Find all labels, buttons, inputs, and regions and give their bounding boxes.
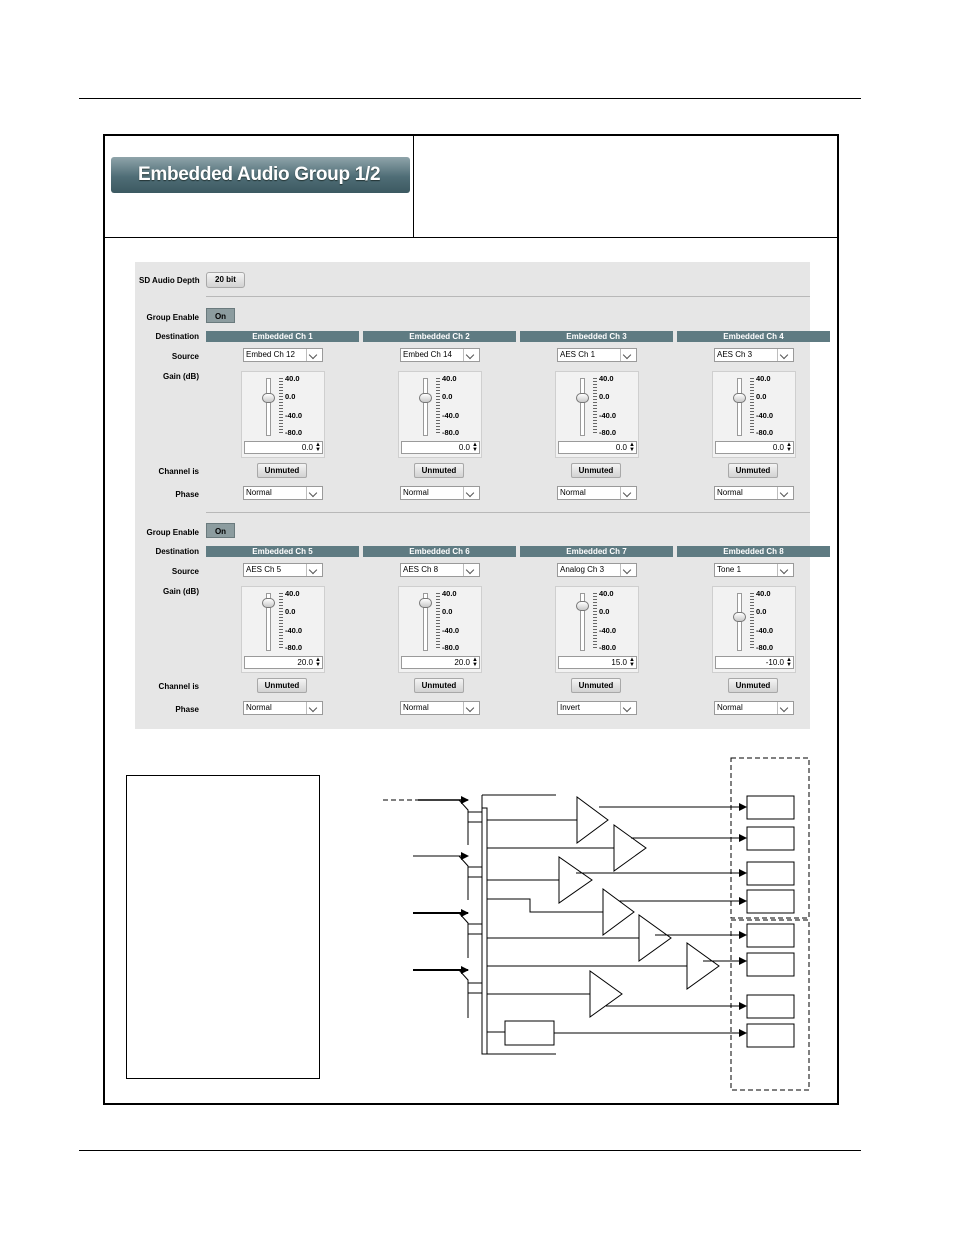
gain-scale-label: 40.0 xyxy=(442,589,457,598)
destination-box-2 xyxy=(747,827,794,850)
spinner-icon[interactable]: ▲ ▼ xyxy=(786,442,792,453)
destination-header: Embedded Ch 3 xyxy=(520,331,673,342)
gain-scale-label: 40.0 xyxy=(285,589,300,598)
source-value: AES Ch 8 xyxy=(403,565,439,574)
sd-audio-depth-label: SD Audio Depth xyxy=(139,276,200,285)
destination-label: Destination xyxy=(155,547,199,556)
gain-amp-3 xyxy=(559,857,592,903)
mute-button[interactable]: Unmuted xyxy=(571,463,621,478)
destination-box-4 xyxy=(747,890,794,913)
group-enable-toggle[interactable]: On xyxy=(206,308,235,323)
tone-generator-box xyxy=(505,1021,554,1045)
gain-value: 0.0 xyxy=(458,443,470,452)
source-value: Embed Ch 12 xyxy=(246,350,295,359)
source-label: Source xyxy=(171,352,199,361)
gain-value: 15.0 xyxy=(611,658,627,667)
destination-header: Embedded Ch 5 xyxy=(206,546,359,557)
mute-button[interactable]: Unmuted xyxy=(728,463,778,478)
gain-scale-label: 40.0 xyxy=(756,374,771,383)
gain-amp-1 xyxy=(577,797,608,843)
channel-is-label: Channel is xyxy=(158,467,199,476)
phase-label: Phase xyxy=(175,705,199,714)
source-value: Embed Ch 14 xyxy=(403,350,452,359)
sd-audio-depth-button[interactable]: 20 bit xyxy=(206,272,245,288)
phase-value: Normal xyxy=(246,488,272,497)
phase-value: Normal xyxy=(403,488,429,497)
gain-scale-label: 40.0 xyxy=(285,374,300,383)
gain-amp-5 xyxy=(639,915,671,961)
gain-scale-label: 40.0 xyxy=(599,589,614,598)
destination-box-6 xyxy=(747,953,794,976)
destination-box-1 xyxy=(747,796,794,819)
gain-scale-label: 40.0 xyxy=(442,374,457,383)
gain-scale-label: -40.0 xyxy=(756,411,774,420)
gain-scale-label: 0.0 xyxy=(442,392,453,401)
mute-button[interactable]: Unmuted xyxy=(414,678,464,693)
gain-scale-label: 0.0 xyxy=(756,607,767,616)
gain-scale-label: -40.0 xyxy=(285,626,303,635)
gain-scale-label: -80.0 xyxy=(756,643,774,652)
gain-scale-label: -40.0 xyxy=(285,411,303,420)
gain-scale-label: 40.0 xyxy=(756,589,771,598)
source-value: Analog Ch 3 xyxy=(560,565,605,574)
gain-label: Gain (dB) xyxy=(163,372,199,381)
spinner-icon[interactable]: ▲ ▼ xyxy=(315,442,321,453)
gain-scale-label: 0.0 xyxy=(599,607,610,616)
destination-box-5 xyxy=(747,924,794,947)
source-value: Tone 1 xyxy=(717,565,742,574)
spinner-icon[interactable]: ▲ ▼ xyxy=(786,657,792,668)
gain-amp-6 xyxy=(687,943,719,989)
gain-value: 0.0 xyxy=(772,443,784,452)
gain-scale-label: -40.0 xyxy=(442,626,460,635)
destination-header: Embedded Ch 8 xyxy=(677,546,830,557)
phase-value: Normal xyxy=(717,488,743,497)
gain-amp-2 xyxy=(614,825,646,871)
gain-amp-4 xyxy=(603,889,634,935)
gain-value: -10.0 xyxy=(765,658,784,667)
gain-scale-label: -40.0 xyxy=(599,411,617,420)
destination-header: Embedded Ch 7 xyxy=(520,546,673,557)
destination-header: Embedded Ch 4 xyxy=(677,331,830,342)
destination-header: Embedded Ch 6 xyxy=(363,546,516,557)
destination-box-7 xyxy=(747,995,794,1018)
spinner-icon[interactable]: ▲ ▼ xyxy=(472,442,478,453)
gain-scale-label: -80.0 xyxy=(599,643,617,652)
gain-scale-label: 0.0 xyxy=(285,607,296,616)
gain-scale-label: 0.0 xyxy=(756,392,767,401)
gain-value: 0.0 xyxy=(301,443,313,452)
gain-scale-label: -40.0 xyxy=(756,626,774,635)
gain-amp-7 xyxy=(590,971,622,1017)
destination-label: Destination xyxy=(155,332,199,341)
destination-header: Embedded Ch 1 xyxy=(206,331,359,342)
gain-scale-label: -80.0 xyxy=(599,428,617,437)
phase-value: Invert xyxy=(560,703,581,712)
destination-header: Embedded Ch 2 xyxy=(363,331,516,342)
phase-value: Normal xyxy=(717,703,743,712)
gain-value: 0.0 xyxy=(615,443,627,452)
gain-scale-label: 40.0 xyxy=(599,374,614,383)
destination-box-3 xyxy=(747,862,794,885)
gain-scale-label: 0.0 xyxy=(285,392,296,401)
phase-value: Normal xyxy=(560,488,586,497)
mute-button[interactable]: Unmuted xyxy=(257,678,307,693)
spinner-icon[interactable]: ▲ ▼ xyxy=(629,657,635,668)
gain-scale-label: -40.0 xyxy=(599,626,617,635)
function-banner: Embedded Audio Group 1/2 xyxy=(111,157,410,193)
source-label: Source xyxy=(171,567,199,576)
mute-button[interactable]: Unmuted xyxy=(571,678,621,693)
source-value: AES Ch 3 xyxy=(717,350,753,359)
mute-button[interactable]: Unmuted xyxy=(728,678,778,693)
spinner-icon[interactable]: ▲ ▼ xyxy=(315,657,321,668)
group-enable-toggle[interactable]: On xyxy=(206,523,235,538)
gain-scale-label: -80.0 xyxy=(285,643,303,652)
gain-scale-label: -80.0 xyxy=(756,428,774,437)
phase-value: Normal xyxy=(246,703,272,712)
destination-box-8 xyxy=(747,1024,794,1047)
phase-value: Normal xyxy=(403,703,429,712)
gain-value: 20.0 xyxy=(297,658,313,667)
gain-scale-label: -80.0 xyxy=(285,428,303,437)
group-enable-label: Group Enable xyxy=(146,528,199,537)
group-enable-label: Group Enable xyxy=(146,313,199,322)
gain-scale-label: 0.0 xyxy=(599,392,610,401)
spinner-icon[interactable]: ▲ ▼ xyxy=(629,442,635,453)
gain-scale-label: -80.0 xyxy=(442,643,460,652)
mute-button[interactable]: Unmuted xyxy=(414,463,464,478)
gain-scale-label: -80.0 xyxy=(442,428,460,437)
source-value: AES Ch 1 xyxy=(560,350,596,359)
channel-is-label: Channel is xyxy=(158,682,199,691)
phase-label: Phase xyxy=(175,490,199,499)
gain-scale-label: -40.0 xyxy=(442,411,460,420)
source-value: AES Ch 5 xyxy=(246,565,282,574)
gain-value: 20.0 xyxy=(454,658,470,667)
gain-label: Gain (dB) xyxy=(163,587,199,596)
mute-button[interactable]: Unmuted xyxy=(257,463,307,478)
spinner-icon[interactable]: ▲ ▼ xyxy=(472,657,478,668)
crosspoint-bus xyxy=(482,808,487,1054)
gain-scale-label: 0.0 xyxy=(442,607,453,616)
